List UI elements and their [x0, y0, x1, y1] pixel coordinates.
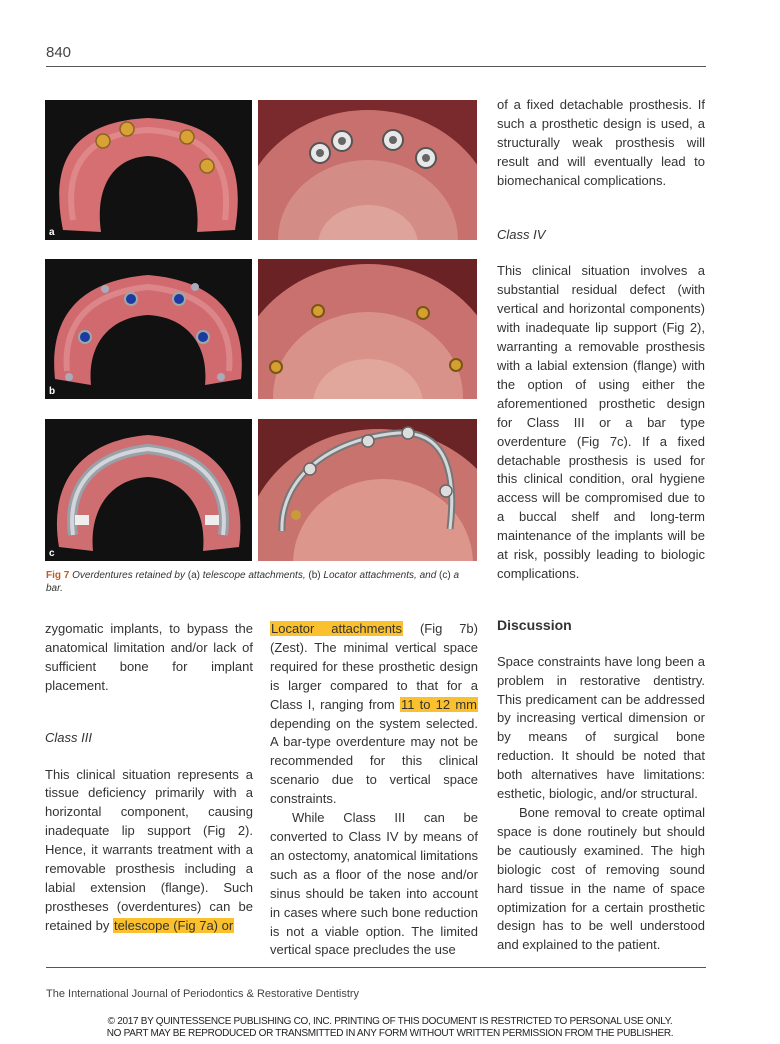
- page-number: 840: [46, 44, 72, 61]
- right-paragraph-3: Space constraints have long been a problem in restorative dentistry. This predicament can be addressed by increasing vertical dimension or by means of surgical bone reduction. It should be noted that both alternatives have limitations: esthetic, biologic, and/or structural.: [497, 653, 705, 802]
- caption-part-4: a bar.: [46, 570, 460, 594]
- class-iv-heading: Class IV: [497, 226, 546, 242]
- highlight-locator: Locator attachments: [271, 621, 403, 636]
- copyright-line-1: © 2017 BY QUINTESSENCE PUBLISHING CO, INC. PRINTING OF THIS DOCUMENT IS RESTRICTED TO PERSONAL USE ONLY.: [107, 1016, 673, 1027]
- left-column: [45, 620, 253, 936]
- journal-name: The International Journal of Periodontics & Restorative Dentistry: [46, 988, 360, 1000]
- right-paragraph-4: Bone removal to create optimal space is done routinely but should be cautiously examined. The high biologic cost of removing sound hard tissue in the name of space optimization for a certain prosthetic design has to be well understood and explained to the patient.: [497, 805, 705, 953]
- right-paragraph-1: of a fixed detachable prosthesis. If such a prosthetic design is used, a structurally weak prosthesis will result and will eventually lead to biomechanical complications.: [497, 97, 705, 188]
- left-paragraph-1: zygomatic implants, to bypass the anatomical limitation and/or lack of sufficient bone for implant placement.: [45, 621, 253, 693]
- header-rule: [46, 66, 706, 67]
- caption-b: (b): [308, 570, 321, 581]
- photo-b-denture: [45, 259, 252, 399]
- figure-caption: [46, 570, 476, 595]
- copyright-notice: [0, 1016, 780, 1040]
- middle-paragraph-2: While Class III can be converted to Class IV by means of an ostectomy, anatomical limitations such as a floor of the nose and/or sinus should be taken into account in cases where such bone reduction is not a viable option. The limited vertical space precludes the use: [270, 810, 478, 958]
- class-iii-heading: Class III: [45, 729, 92, 745]
- footer-rule: [46, 967, 706, 968]
- middle-paragraph-1-a: (Fig 7b) (Zest). The minimal vertical space required for these prosthetic design is larger compared to that for a Class I, ranging from: [270, 621, 478, 712]
- photo-c-denture: [45, 419, 252, 561]
- photo-c-mouth: [258, 419, 477, 561]
- panel-label-c: c: [49, 548, 55, 559]
- discussion-heading: Discussion: [497, 616, 572, 633]
- copyright-line-2: NO PART MAY BE REPRODUCED OR TRANSMITTED IN ANY FORM WITHOUT WRITTEN PERMISSION FROM THE PUBLISHER.: [106, 1028, 674, 1039]
- caption-c: (c): [439, 570, 451, 581]
- right-column: [497, 96, 705, 955]
- middle-paragraph-1-b: depending on the system selected. A bar-type overdenture may not be recommended for this clinical scenario due to vertical space constraints.: [270, 715, 478, 807]
- photo-a-mouth: [258, 100, 477, 240]
- caption-label: Fig 7: [46, 570, 70, 581]
- caption-part-1: Overdentures retained by: [72, 570, 185, 581]
- caption-part-2: telescope attachments,: [202, 570, 306, 581]
- photo-a-denture: [45, 100, 252, 240]
- caption-part-3: Locator attachments, and: [323, 570, 437, 581]
- left-paragraph-2: [45, 766, 253, 936]
- panel-label-b: b: [49, 386, 56, 397]
- middle-column: [270, 620, 478, 960]
- panel-label-a: a: [49, 227, 55, 238]
- left-paragraph-2-text: This clinical situation represents a tissue deficiency primarily with a horizontal component, causing inadequate lip support (Fig 2). Hence, it warrants treatment with a removable prosthesis including a labial extension (flange). Such prostheses (overdentures) can be retained by: [45, 766, 253, 933]
- middle-paragraph-1: [270, 620, 478, 809]
- highlight-telescope: telescope (Fig 7a) or: [113, 917, 234, 933]
- right-paragraph-2: This clinical situation involves a substantial residual defect (with vertical and horizontal components) with inadequate lip support (Fig 2), warranting a removable prosthesis with a labial extension (flange) with the option of using either the aforementioned prosthetic design for Class III or a bar type overdenture (Fig 7c). If a fixed detachable prosthesis is used for this clinical condition, oral hygiene access will be compromised due to a buccal shelf and long-term maintenance of the implants will be at risk, possibly leading to biologic complications.: [497, 263, 705, 581]
- highlight-11-to-12-mm: 11 to 12 mm: [400, 696, 478, 712]
- photo-b-mouth: [258, 259, 477, 399]
- caption-a: (a): [187, 570, 200, 581]
